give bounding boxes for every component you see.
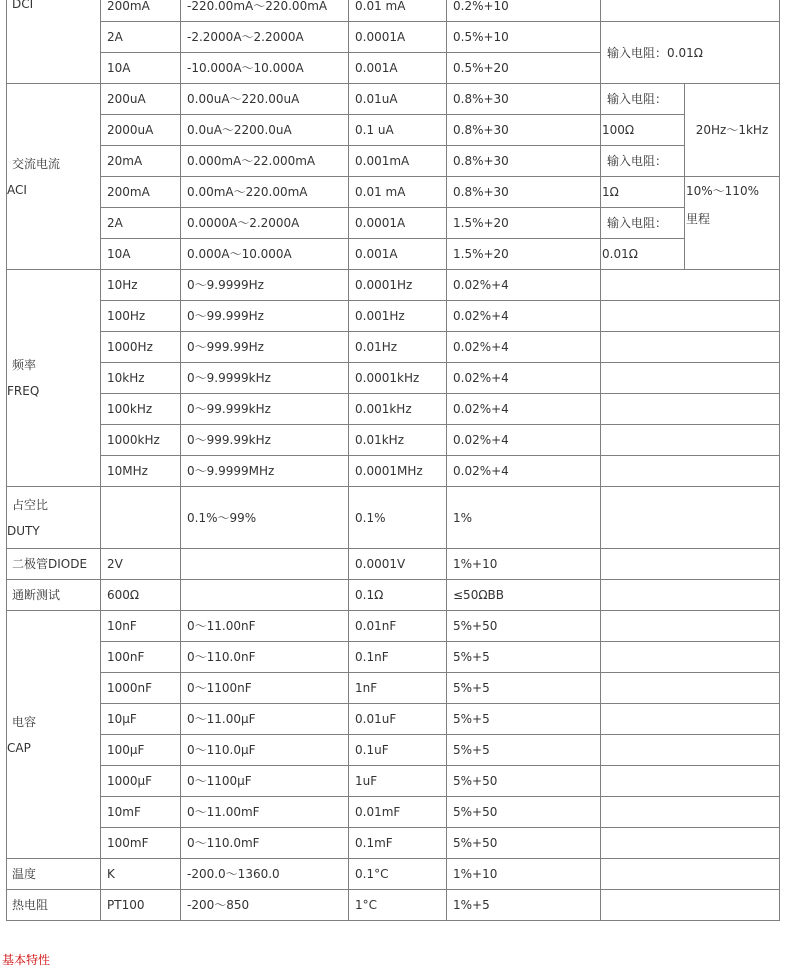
aci-input-label: 输入电阻：: [601, 208, 685, 239]
span-cell: 0～11.00nF: [181, 611, 349, 642]
note-cell: [601, 394, 780, 425]
table-row: [7, 859, 780, 890]
resolution-cell: 0.0001kHz: [349, 363, 447, 394]
span-cell: 0～999.99Hz: [181, 332, 349, 363]
note-cell: [601, 425, 780, 456]
note-cell: [601, 270, 780, 301]
table-row: [7, 0, 780, 22]
table-row: [7, 611, 780, 642]
table-row: [7, 270, 780, 301]
table-row: [7, 704, 780, 735]
table-row: [7, 549, 780, 580]
accuracy-cell: 0.8%+30: [447, 177, 601, 208]
accuracy-cell: 0.02%+4: [447, 332, 601, 363]
resolution-cell: 1uF: [349, 766, 447, 797]
resolution-cell: 0.1Ω: [349, 580, 447, 611]
resolution-cell: 0.1uF: [349, 735, 447, 766]
accuracy-cell: 5%+5: [447, 735, 601, 766]
span-cell: 0～1100nF: [181, 673, 349, 704]
table-row: [7, 394, 780, 425]
accuracy-cell: 0.5%+10: [447, 22, 601, 53]
note-cell: [601, 332, 780, 363]
note-cell: [601, 673, 780, 704]
range-cell: 2V: [101, 549, 181, 580]
span-cell: -220.00mA～220.00mA: [181, 0, 349, 22]
note-cell: [601, 766, 780, 797]
range-cell: PT100: [101, 890, 181, 921]
dci-input-resistance: 输入电阻：0.01Ω: [601, 22, 780, 84]
table-row: [7, 673, 780, 704]
note-cell: [601, 797, 780, 828]
span-cell: 0～110.0μF: [181, 735, 349, 766]
resolution-cell: 0.01 mA: [349, 0, 447, 22]
accuracy-cell: 5%+50: [447, 797, 601, 828]
range-cell: 20mA: [101, 146, 181, 177]
note-cell: [601, 549, 780, 580]
resolution-cell: 0.1°C: [349, 859, 447, 890]
note-cell: [601, 0, 780, 22]
aci-range-pct: 10%～110% 里程: [685, 177, 780, 270]
resolution-cell: 0.01 mA: [349, 177, 447, 208]
range-cell: 100Hz: [101, 301, 181, 332]
table-row: [7, 425, 780, 456]
accuracy-cell: 0.5%+20: [447, 53, 601, 84]
resolution-cell: 0.001mA: [349, 146, 447, 177]
span-cell: 0.000A～10.000A: [181, 239, 349, 270]
resolution-cell: 0.0001Hz: [349, 270, 447, 301]
aci-input-value: 0.01Ω: [601, 239, 685, 270]
table-row: [7, 146, 780, 177]
range-cell: 10A: [101, 53, 181, 84]
table-row: [7, 332, 780, 363]
span-cell: 0～110.0mF: [181, 828, 349, 859]
table-row: [7, 22, 780, 53]
note-cell: [601, 301, 780, 332]
accuracy-cell: 5%+5: [447, 642, 601, 673]
note-cell: [601, 642, 780, 673]
resolution-cell: 0.01nF: [349, 611, 447, 642]
table-row: [7, 363, 780, 394]
resolution-cell: 0.001Hz: [349, 301, 447, 332]
span-cell: 0.0uA～2200.0uA: [181, 115, 349, 146]
range-cell: 2000uA: [101, 115, 181, 146]
accuracy-cell: 0.8%+30: [447, 115, 601, 146]
range-cell: 100nF: [101, 642, 181, 673]
accuracy-cell: 5%+50: [447, 828, 601, 859]
span-cell: 0～9.9999Hz: [181, 270, 349, 301]
note-cell: [601, 487, 780, 549]
span-cell: 0.00mA～220.00mA: [181, 177, 349, 208]
table-row: [7, 115, 780, 146]
accuracy-cell: 1.5%+20: [447, 208, 601, 239]
resolution-cell: 0.01uF: [349, 704, 447, 735]
span-cell: 0～9.9999kHz: [181, 363, 349, 394]
table-row: [7, 177, 780, 208]
spec-table: [6, 0, 780, 921]
resolution-cell: 0.01mF: [349, 797, 447, 828]
span-cell: 0～99.999Hz: [181, 301, 349, 332]
span-cell: [181, 549, 349, 580]
accuracy-cell: 0.02%+4: [447, 363, 601, 394]
resolution-cell: 0.0001MHz: [349, 456, 447, 487]
span-cell: 0～99.999kHz: [181, 394, 349, 425]
range-cell: 600Ω: [101, 580, 181, 611]
accuracy-cell: 0.2%+10: [447, 0, 601, 22]
note-cell: [601, 859, 780, 890]
accuracy-cell: 5%+50: [447, 766, 601, 797]
span-cell: -200.0～1360.0: [181, 859, 349, 890]
range-cell: 10mF: [101, 797, 181, 828]
range-cell: 1000Hz: [101, 332, 181, 363]
aci-input-label: 输入电阻：: [601, 146, 685, 177]
resolution-cell: 0.01kHz: [349, 425, 447, 456]
range-cell: 100kHz: [101, 394, 181, 425]
footer-heading: 基本特性: [2, 953, 51, 967]
span-cell: 0～110.0nF: [181, 642, 349, 673]
range-cell: 200mA: [101, 177, 181, 208]
table-row: [7, 766, 780, 797]
accuracy-cell: 1%+5: [447, 890, 601, 921]
range-cell: 200mA: [101, 0, 181, 22]
range-cell: 10A: [101, 239, 181, 270]
table-row: [7, 84, 780, 115]
resolution-cell: 0.1%: [349, 487, 447, 549]
resolution-cell: 1°C: [349, 890, 447, 921]
table-row: [7, 208, 780, 239]
accuracy-cell: 1%+10: [447, 549, 601, 580]
span-cell: -10.000A～10.000A: [181, 53, 349, 84]
resolution-cell: 0.1nF: [349, 642, 447, 673]
resolution-cell: 0.1 uA: [349, 115, 447, 146]
resolution-cell: 0.01uA: [349, 84, 447, 115]
resolution-cell: 0.1mF: [349, 828, 447, 859]
resolution-cell: 0.001kHz: [349, 394, 447, 425]
accuracy-cell: 0.02%+4: [447, 270, 601, 301]
table-row: [7, 642, 780, 673]
range-cell: 10MHz: [101, 456, 181, 487]
range-cell: [101, 487, 181, 549]
dci-category: DCI: [7, 0, 101, 84]
note-cell: [601, 890, 780, 921]
range-cell: 1000μF: [101, 766, 181, 797]
span-cell: -2.2000A～2.2000A: [181, 22, 349, 53]
temp-category: 温度: [7, 859, 101, 890]
range-cell: K: [101, 859, 181, 890]
note-cell: [601, 828, 780, 859]
freq-category: 频率 FREQ: [7, 270, 101, 487]
span-cell: 0～999.99kHz: [181, 425, 349, 456]
accuracy-cell: 5%+5: [447, 704, 601, 735]
diode-category: 二极管DIODE: [7, 549, 101, 580]
note-cell: [601, 704, 780, 735]
resolution-cell: 0.0001V: [349, 549, 447, 580]
note-cell: [601, 580, 780, 611]
duty-category: 占空比 DUTY: [7, 487, 101, 549]
span-cell: 0～11.00μF: [181, 704, 349, 735]
table-row: [7, 828, 780, 859]
range-cell: 200uA: [101, 84, 181, 115]
span-cell: 0.0000A～2.2000A: [181, 208, 349, 239]
accuracy-cell: 0.8%+30: [447, 146, 601, 177]
range-cell: 10μF: [101, 704, 181, 735]
accuracy-cell: ≤50ΩBB: [447, 580, 601, 611]
range-cell: 2A: [101, 22, 181, 53]
aci-input-label: 输入电阻：: [601, 84, 685, 115]
table-row: [7, 456, 780, 487]
table-row: [7, 487, 780, 549]
span-cell: -200～850: [181, 890, 349, 921]
note-cell: [601, 735, 780, 766]
range-cell: 100mF: [101, 828, 181, 859]
continuity-category: 通断测试: [7, 580, 101, 611]
accuracy-cell: 0.02%+4: [447, 394, 601, 425]
range-cell: 2A: [101, 208, 181, 239]
aci-freq-range: 20Hz～1kHz: [685, 84, 780, 177]
aci-category: 交流电流 ACI: [7, 84, 101, 270]
accuracy-cell: 5%+50: [447, 611, 601, 642]
resolution-cell: 0.001A: [349, 53, 447, 84]
accuracy-cell: 0.02%+4: [447, 425, 601, 456]
resolution-cell: 0.01Hz: [349, 332, 447, 363]
resolution-cell: 1nF: [349, 673, 447, 704]
cap-category: 电容 CAP: [7, 611, 101, 859]
accuracy-cell: 1%: [447, 487, 601, 549]
resolution-cell: 0.0001A: [349, 22, 447, 53]
range-cell: 10kHz: [101, 363, 181, 394]
accuracy-cell: 1.5%+20: [447, 239, 601, 270]
range-cell: 10Hz: [101, 270, 181, 301]
range-cell: 1000nF: [101, 673, 181, 704]
span-cell: 0.000mA～22.000mA: [181, 146, 349, 177]
table-row: [7, 239, 780, 270]
note-cell: [601, 611, 780, 642]
accuracy-cell: 5%+5: [447, 673, 601, 704]
rtd-category: 热电阻: [7, 890, 101, 921]
span-cell: 0.00uA～220.00uA: [181, 84, 349, 115]
note-cell: [601, 456, 780, 487]
resolution-cell: 0.001A: [349, 239, 447, 270]
accuracy-cell: 0.02%+4: [447, 301, 601, 332]
table-row: [7, 580, 780, 611]
table-row: [7, 797, 780, 828]
span-cell: [181, 580, 349, 611]
aci-input-value: 100Ω: [601, 115, 685, 146]
span-cell: 0～1100μF: [181, 766, 349, 797]
span-cell: 0～11.00mF: [181, 797, 349, 828]
table-row: [7, 735, 780, 766]
accuracy-cell: 0.8%+30: [447, 84, 601, 115]
range-cell: 100μF: [101, 735, 181, 766]
resolution-cell: 0.0001A: [349, 208, 447, 239]
accuracy-cell: 0.02%+4: [447, 456, 601, 487]
note-cell: [601, 363, 780, 394]
span-cell: 0.1%～99%: [181, 487, 349, 549]
range-cell: 1000kHz: [101, 425, 181, 456]
accuracy-cell: 1%+10: [447, 859, 601, 890]
span-cell: 0～9.9999MHz: [181, 456, 349, 487]
range-cell: 10nF: [101, 611, 181, 642]
aci-input-value: 1Ω: [601, 177, 685, 208]
table-row: [7, 890, 780, 921]
table-row: [7, 301, 780, 332]
